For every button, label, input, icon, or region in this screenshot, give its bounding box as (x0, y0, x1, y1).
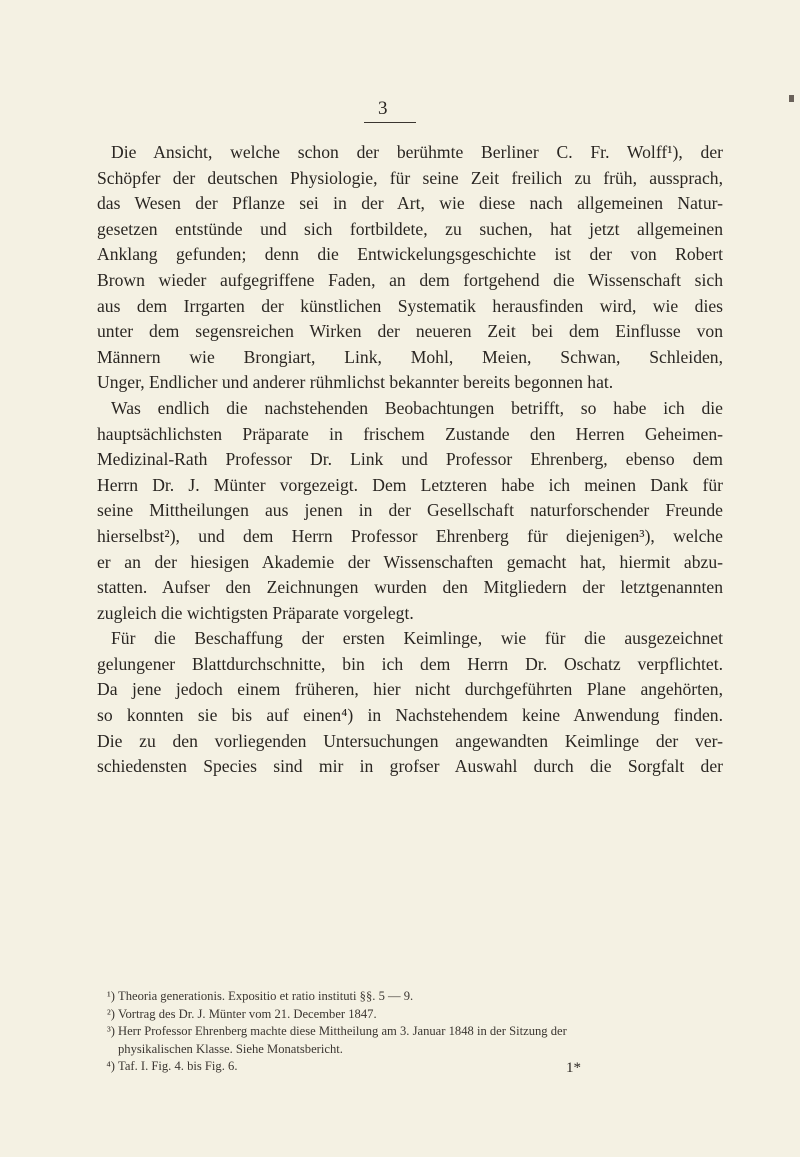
text-line: statten. Aufser den Zeichnungen wurden den Mitgliedern der letztgenannten (97, 577, 723, 598)
text-line: aus dem Irrgarten der künstlichen Systematik herausfinden wird, wie dies (97, 295, 723, 316)
text-line: Brown wieder aufgegriffene Faden, an dem fortgehend die Wissenschaft sich (97, 269, 723, 290)
text-line: Was endlich die nachstehenden Beobachtungen betrifft, so habe ich die (111, 397, 723, 418)
footnote-text: Herr Professor Ehrenberg machte diese Mittheilung am 3. Januar 1848 in der Sitzung der (118, 1024, 567, 1038)
text-line: das Wesen der Pflanze sei in der Art, wie diese nach allgemeinen Natur- (97, 193, 723, 214)
text-line: gesetzen entstünde und sich fortbildete, zu suchen, hat jetzt allgemeinen (97, 218, 723, 239)
footnote (97, 988, 723, 1006)
text-line: hauptsächlichsten Präparate in frischem Zustande den Herren Geheimen- (97, 423, 723, 444)
text-line: hierselbst²), und dem Herrn Professor Ehrenberg für diejenigen³), welche (97, 525, 723, 546)
text-line: seine Mittheilungen aus jenen in der Gesellschaft naturforschender Freunde (97, 500, 723, 521)
text-line: Die zu den vorliegenden Untersuchungen angewandten Keimlinge der ver- (97, 730, 723, 751)
text-line: Unger, Endlicher und anderer rühmlichst bekannter bereits begonnen hat. (97, 372, 614, 393)
page-number: 3 (378, 98, 388, 119)
footnote (97, 1006, 723, 1024)
printer-signature: 1* (566, 1060, 581, 1076)
text-line: unter dem segensreichen Wirken der neueren Zeit bei dem Einflusse von (97, 321, 723, 342)
text-line: Herrn Dr. J. Münter vorgezeigt. Dem Letzteren habe ich meinen Dank für (97, 474, 723, 495)
footnotes (97, 988, 723, 1076)
text-line: Schöpfer der deutschen Physiologie, für seine Zeit freilich zu früh, aussprach, (97, 167, 723, 188)
footnote-mark: ²) (107, 1006, 115, 1021)
footnote-mark: ⁴) (106, 1059, 115, 1073)
footnote-text: Vortrag des Dr. J. Münter vom 21. December 1847. (118, 1006, 377, 1021)
text-line: Anklang gefunden; denn die Entwickelungsgeschichte ist der von Robert (97, 244, 723, 265)
text-line: schiedensten Species sind mir in grofser Auswahl durch die Sorgfalt der (97, 756, 723, 777)
footnote-text: Taf. I. Fig. 4. bis Fig. 6. (118, 1059, 238, 1073)
footnote-mark: ³) (107, 1024, 115, 1038)
text-line: Für die Beschaffung der ersten Keimlinge, wie für die ausgezeichnet (111, 628, 723, 649)
paragraph (97, 140, 723, 396)
text-line: so konnten sie bis auf einen⁴) in Nachstehendem keine Anwendung finden. (97, 705, 723, 726)
text-line: Männern wie Brongiart, Link, Mohl, Meien, Schwan, Schleiden, (97, 346, 723, 367)
text-line: zugleich die wichtigsten Präparate vorgelegt. (97, 602, 414, 623)
text-line: Da jene jedoch einem früheren, hier nicht durchgeführten Plane angehörten, (97, 679, 723, 700)
body-text (97, 140, 723, 780)
footnote-mark: ¹) (107, 989, 115, 1003)
text-line: er an der hiesigen Akademie der Wissenschaften gemacht hat, hiermit abzu- (97, 551, 723, 572)
footnote-text: Theoria generationis. Expositio et ratio instituti §§. 5 — 9. (118, 989, 414, 1003)
text-line: Medizinal-Rath Professor Dr. Link und Professor Ehrenberg, ebenso dem (97, 449, 723, 470)
page-number-rule (364, 122, 416, 123)
footnote (97, 1023, 723, 1041)
text-line: gelungener Blattdurchschnitte, bin ich dem Herrn Dr. Oschatz verpflichtet. (97, 653, 723, 674)
paragraph (97, 626, 723, 780)
footnote-continuation: physikalischen Klasse. Siehe Monatsbericht. (118, 1041, 343, 1056)
footnote (97, 1058, 723, 1076)
paragraph (97, 396, 723, 626)
corner-mark (789, 95, 794, 102)
text-line: Die Ansicht, welche schon der berühmte Berliner C. Fr. Wolff¹), der (111, 142, 723, 162)
